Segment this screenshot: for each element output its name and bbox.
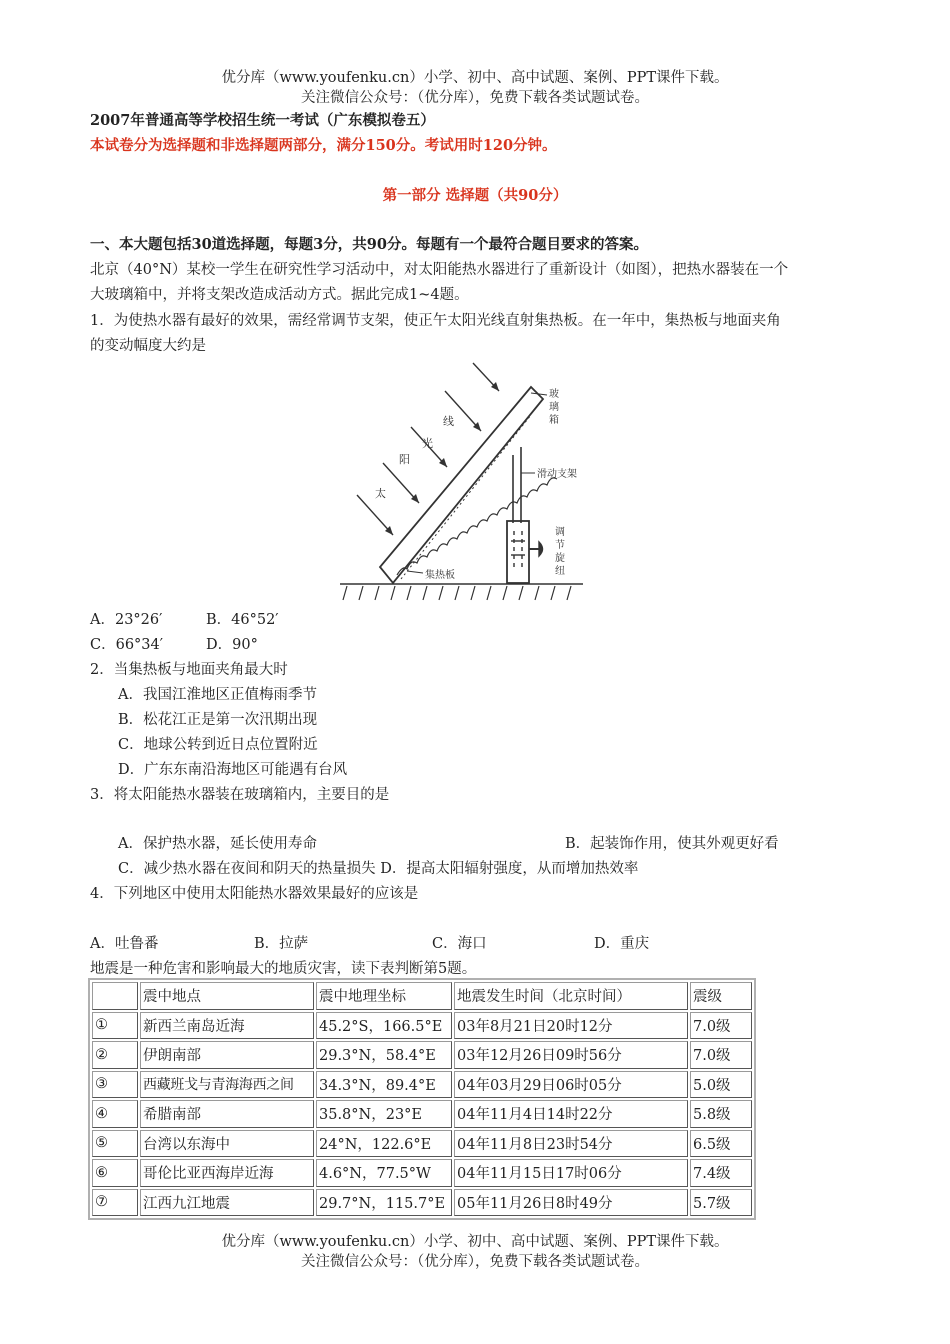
label-knob-2: 节 [555, 540, 565, 551]
q1-option-c: C．66°34′ [90, 637, 164, 653]
sun-char-2: 阳 [399, 453, 410, 466]
q2-stem: 2．当集热板与地面夹角最大时 [90, 662, 288, 678]
table-cell: ⑤ [92, 1130, 138, 1158]
table-row [92, 1189, 752, 1217]
sun-char-1: 太 [375, 487, 386, 500]
knob-icon [539, 542, 543, 556]
table-cell: 6.5级 [690, 1130, 752, 1158]
table-cell: 04年11月15日17时06分 [454, 1159, 688, 1187]
table-cell: 03年8月21日20时12分 [454, 1012, 688, 1040]
q3-option-cd: C．减少热水器在夜间和阴天的热量损失 D．提高太阳辐射强度，从而增加热效率 [118, 861, 639, 877]
table-cell: 05年11月26日8时49分 [454, 1189, 688, 1217]
table-cell: ③ [92, 1071, 138, 1099]
table-cell: 7.4级 [690, 1159, 752, 1187]
table-cell: ④ [92, 1100, 138, 1128]
table-cell: 新西兰南岛近海 [140, 1012, 314, 1040]
q4-stem: 4．下列地区中使用太阳能热水器效果最好的应该是 [90, 886, 419, 902]
exam-note: 本试卷分为选择题和非选择题两部分，满分150分。考试用时120分钟。 [90, 137, 557, 154]
intro-line-1: 北京（40°N）某校一学生在研究性学习活动中，对太阳能热水器进行了重新设计（如图），把热水器装在一个 [90, 262, 789, 278]
q1-option-a: A．23°26′ [90, 612, 163, 628]
table-cell: 29.7°N，115.7°E [316, 1189, 452, 1217]
table-cell: 7.0级 [690, 1012, 752, 1040]
table-cell: ⑦ [92, 1189, 138, 1217]
q3-stem: 3．将太阳能热水器装在玻璃箱内，主要目的是 [90, 787, 390, 803]
q4-option-b: B．拉萨 [254, 936, 309, 952]
table-cell: 西藏班戈与青海海西之间 [140, 1071, 314, 1099]
table-header-cell: 震中地点 [140, 982, 314, 1010]
table-header-cell: 震级 [690, 982, 752, 1010]
table-cell: 4.6°N，77.5°W [316, 1159, 452, 1187]
table-cell: 伊朗南部 [140, 1041, 314, 1069]
table-cell: 34.3°N，89.4°E [316, 1071, 452, 1099]
table-header-cell: 地震发生时间（北京时间） [454, 982, 688, 1010]
table-cell: ⑥ [92, 1159, 138, 1187]
table-cell: 哥伦比亚西海岸近海 [140, 1159, 314, 1187]
q4-option-c: C．海口 [432, 936, 487, 952]
glass-box [380, 387, 543, 583]
label-glass-3: 箱 [549, 415, 559, 426]
table-row [92, 1100, 752, 1128]
table-cell: 5.7级 [690, 1189, 752, 1217]
table-header-cell [92, 982, 138, 1010]
label-knob-4: 纽 [555, 566, 565, 577]
table-cell: 7.0级 [690, 1041, 752, 1069]
table-header-row [92, 982, 752, 1010]
q2-option-c: C．地球公转到近日点位置附近 [118, 737, 318, 753]
label-knob-3: 旋 [555, 553, 565, 564]
section-heading: 一、本大题包括30道选择题，每题3分，共90分。每题有一个最符合题目要求的答案。 [90, 236, 648, 253]
table-cell: 04年11月4日14时22分 [454, 1100, 688, 1128]
label-knob-1: 调 [555, 527, 565, 538]
earthquake-table [88, 978, 756, 1220]
table-cell: 45.2°S，166.5°E [316, 1012, 452, 1040]
q1-option-d: D．90° [206, 637, 258, 653]
table-cell: 5.8级 [690, 1100, 752, 1128]
table-cell: 03年12月26日09时56分 [454, 1041, 688, 1069]
table-row [92, 1071, 752, 1099]
solar-heater-figure [335, 355, 595, 605]
table-cell: ① [92, 1012, 138, 1040]
ground-hatching [343, 586, 571, 600]
collector-plate [397, 478, 557, 575]
part-title: 第一部分 选择题（共90分） [382, 187, 568, 204]
label-glass-1: 玻 [549, 389, 559, 400]
footer-line-2: 关注微信公众号：（优分库），免费下载各类试题试卷。 [301, 1254, 649, 1270]
q2-option-a: A．我国江淮地区正值梅雨季节 [118, 687, 317, 703]
table-row [92, 1012, 752, 1040]
table-row [92, 1041, 752, 1069]
table-cell: 5.0级 [690, 1071, 752, 1099]
table-cell: 江西九江地震 [140, 1189, 314, 1217]
label-support: 滑动支架 [537, 469, 577, 480]
q2-option-b: B．松花江正是第一次汛期出现 [118, 712, 318, 728]
q1-stem-line-1: 1．为使热水器有最好的效果，需经常调节支架，使正午太阳光线直射集热板。在一年中，集热板与地面夹角 [90, 313, 781, 329]
q4-option-a: A．吐鲁番 [90, 936, 159, 952]
table-cell: 35.8°N，23°E [316, 1100, 452, 1128]
q2-option-d: D．广东东南沿海地区可能遇有台风 [118, 762, 348, 778]
label-glass-2: 璃 [549, 402, 559, 413]
q3-option-b: B．起装饰作用，使其外观更好看 [565, 836, 779, 852]
table-cell: 04年03月29日06时05分 [454, 1071, 688, 1099]
intro-line-2: 大玻璃箱中，并将支架改造成活动方式。据此完成1~4题。 [90, 287, 469, 303]
q1-option-b: B．46°52′ [206, 612, 279, 628]
table-cell: 希腊南部 [140, 1100, 314, 1128]
table-header-cell: 震中地理坐标 [316, 982, 452, 1010]
table-cell: 台湾以东海中 [140, 1130, 314, 1158]
table-cell: 24°N，122.6°E [316, 1130, 452, 1158]
table-cell: 04年11月8日23时54分 [454, 1130, 688, 1158]
sun-char-3: 光 [422, 437, 433, 450]
q4-option-d: D．重庆 [594, 936, 650, 952]
footer-line-1: 优分库（www.youfenku.cn）小学、初中、高中试题、案例、PPT课件下载。 [221, 1234, 729, 1250]
q3-option-a: A．保护热水器，延长使用寿命 [118, 836, 317, 852]
header-line-2: 关注微信公众号：（优分库），免费下载各类试题试卷。 [301, 90, 649, 106]
table-row [92, 1159, 752, 1187]
q1-stem-line-2: 的变动幅度大约是 [90, 338, 206, 354]
table-row [92, 1130, 752, 1158]
support-base [507, 521, 529, 583]
header-line-1: 优分库（www.youfenku.cn）小学、初中、高中试题、案例、PPT课件下载。 [221, 70, 729, 86]
q5-intro: 地震是一种危害和影响最大的地质灾害，读下表判断第5题。 [90, 961, 477, 977]
table-cell: 29.3°N，58.4°E [316, 1041, 452, 1069]
label-collector: 集热板 [425, 570, 455, 581]
sun-char-4: 线 [443, 415, 454, 428]
table-cell: ② [92, 1041, 138, 1069]
exam-title: 2007年普通高等学校招生统一考试（广东模拟卷五） [90, 112, 435, 129]
